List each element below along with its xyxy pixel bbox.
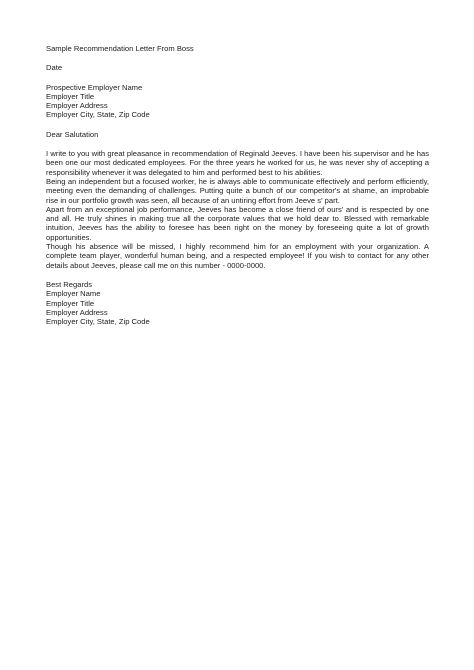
sender-address: Employer Address	[46, 307, 108, 317]
recipient-name: Prospective Employer Name	[46, 82, 143, 92]
letter-content	[46, 44, 429, 326]
salutation: Dear Salutation	[46, 129, 99, 139]
date-label: Date	[46, 63, 63, 73]
sender-block	[46, 289, 429, 326]
letter-title: Sample Recommendation Letter From Boss	[46, 44, 194, 53]
spacer	[46, 53, 429, 63]
spacer	[46, 120, 429, 130]
recipient-title: Employer Title	[46, 91, 95, 101]
sender-name: Employer Name	[46, 289, 101, 299]
spacer	[46, 139, 429, 149]
recipient-address: Employer Address	[46, 101, 108, 111]
spacer	[46, 73, 429, 83]
body-paragraph-2: Being an independent but a focused worker, he is always able to communicate effectively and perform efficiently, meeting even the demanding of challenges. Putting quite a bunch of our competitor's at shame, an improbable rise in our portfolio growth was seen, all because of an untiring effort from Jeeve s' part.	[46, 176, 429, 205]
spacer	[46, 270, 429, 280]
body-paragraph-3: Apart from an exceptional job performance, Jeeves has become a close friend of ours' and is respected by one and all. He truly shines in making true all the corporate values that we hold dear to. Blessed with remarkable intuition, Jeeves has the ability to foresee has been right on the money by foreseeing quite a lot of growth opportunities.	[46, 204, 429, 242]
closing: Best Regards	[46, 279, 93, 289]
body-paragraph-4: Though his absence will be missed, I highly recommend him for an employment with your organization. A complete team player, wonderful human being, and a respected employee! If you wish to contact for any other details about Jeeves, please call me on this number - 0000-0000.	[46, 242, 429, 270]
recipient-city-state-zip: Employer City, State, Zip Code	[46, 110, 150, 120]
letter-body	[46, 149, 429, 270]
body-paragraph-1: I write to you with great pleasance in recommendation of Reginald Jeeves. I have been his supervisor and he has been one our most dedicated employees. For the three years he worked for us, he was never shy of accepting a responsibility whenever it was delegated to him and performed best to his abilities.	[46, 149, 429, 177]
sender-city-state-zip: Employer City, State, Zip Code	[46, 317, 150, 327]
sender-title: Employer Title	[46, 298, 95, 308]
recipient-block	[46, 83, 429, 120]
